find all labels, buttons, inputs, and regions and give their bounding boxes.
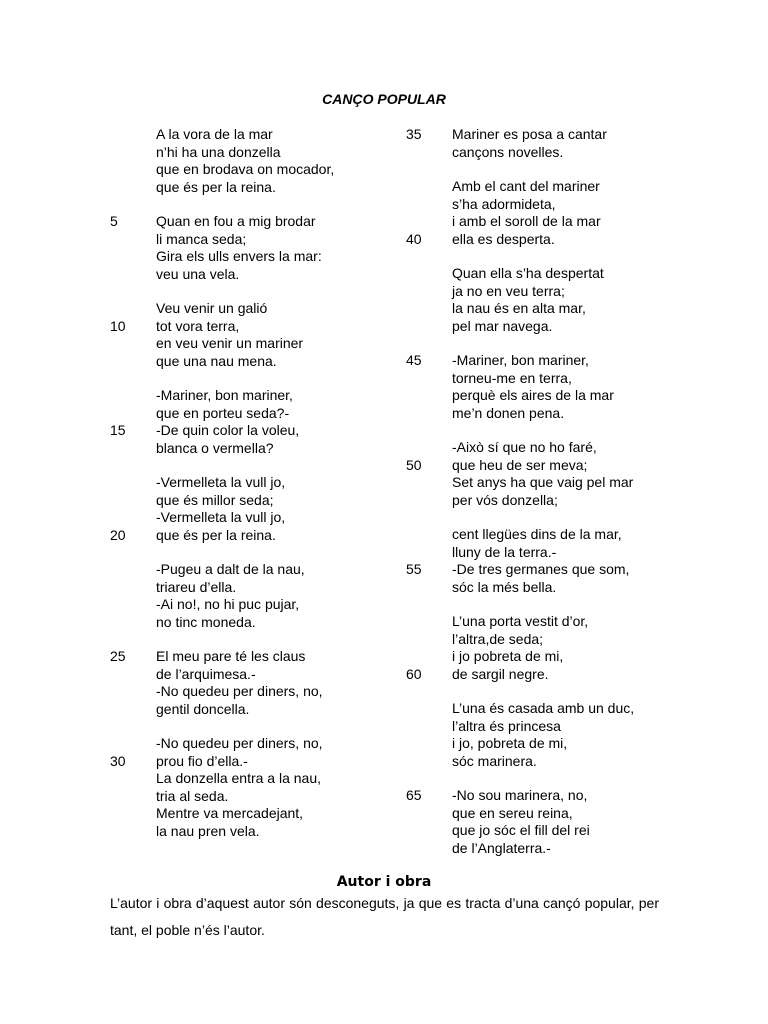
verse-text: que en porteu seda?- xyxy=(156,404,290,421)
stanza xyxy=(406,352,736,422)
verse-line xyxy=(406,405,736,423)
verse-text: Mentre va mercadejant, xyxy=(156,805,304,821)
verse-text: sóc la més bella. xyxy=(452,578,557,595)
stanza xyxy=(110,300,440,370)
verse-line xyxy=(110,300,440,318)
verse-text: l’altra és princesa xyxy=(452,717,561,734)
verse-text: cançons novelles. xyxy=(452,143,564,160)
verse-line xyxy=(110,527,440,545)
verse-text: Veu venir un galió xyxy=(156,300,268,316)
verse-text: La donzella entra a la nau, xyxy=(156,770,322,786)
verse-line xyxy=(406,213,736,231)
verse-line xyxy=(406,666,736,684)
verse-line xyxy=(406,352,736,370)
verse-text: veu una vela. xyxy=(156,265,240,282)
verse-text: L’una porta vestit d’or, xyxy=(452,613,589,629)
verse-line xyxy=(406,805,736,823)
verse-text: -No quedeu per diners, no, xyxy=(156,735,323,751)
verse-line xyxy=(110,666,440,684)
verse-text: i jo, pobreta de mi, xyxy=(452,735,568,751)
verse-line xyxy=(406,370,736,388)
verse-text: que una nau mena. xyxy=(156,352,277,369)
verse-text: -Mariner, bon mariner, xyxy=(452,352,589,368)
stanza xyxy=(406,526,736,596)
verse-text: i amb el soroll de la mar xyxy=(452,213,601,229)
verse-text: El meu pare té les claus xyxy=(156,648,306,664)
verse-line xyxy=(110,805,440,823)
verse-text: Gira els ulls envers la mar: xyxy=(156,248,322,264)
verse-text: A la vora de la mar xyxy=(156,126,273,142)
verse-line xyxy=(110,179,440,197)
verse-text: -No quedeu per diners, no, xyxy=(156,683,323,699)
verse-line xyxy=(406,144,736,162)
verse-text: li manca seda; xyxy=(156,230,247,247)
verse-text: ella es desperta. xyxy=(452,230,555,247)
verse-text: -No sou marinera, no, xyxy=(452,787,588,803)
verse-text: -Això sí que no ho faré, xyxy=(452,439,597,455)
verse-line xyxy=(406,613,736,631)
verse-line xyxy=(406,561,736,579)
line-number: 55 xyxy=(406,561,422,577)
verse-text: L’una és casada amb un duc, xyxy=(452,700,635,716)
stanza xyxy=(406,178,736,248)
verse-text: la nau és en alta mar, xyxy=(452,300,586,316)
verse-line xyxy=(110,648,440,666)
verse-text: Quan ella s’ha despertat xyxy=(452,265,604,281)
verse-line xyxy=(110,788,440,806)
verse-text: prou fio d’ella.- xyxy=(156,752,248,769)
stanza xyxy=(406,439,736,509)
line-number: 25 xyxy=(110,648,126,664)
verse-line xyxy=(110,335,440,353)
verse-line xyxy=(406,700,736,718)
verse-line xyxy=(406,544,736,562)
verse-line xyxy=(110,161,440,179)
line-number: 45 xyxy=(406,352,422,368)
verse-text: que en sereu reina, xyxy=(452,804,573,821)
verse-line xyxy=(110,318,440,336)
verse-line xyxy=(406,492,736,510)
verse-line xyxy=(110,596,440,614)
stanza xyxy=(110,126,440,196)
verse-text: -Vermelleta la vull jo, xyxy=(156,509,286,525)
verse-text: Mariner es posa a cantar xyxy=(452,126,607,142)
verse-text: tot vora terra, xyxy=(156,317,240,334)
verse-text: la nau pren vela. xyxy=(156,822,260,839)
stanza xyxy=(110,561,440,631)
verse-line xyxy=(110,492,440,510)
verse-text: l’altra,de seda; xyxy=(452,630,544,647)
stanza xyxy=(110,735,440,840)
verse-text: de l’Anglaterra.- xyxy=(452,839,551,856)
verse-text: que és per la reina. xyxy=(156,178,276,195)
verse-line xyxy=(110,213,440,231)
verse-text: de sargil negre. xyxy=(452,665,549,682)
verse-text: pel mar navega. xyxy=(452,317,553,334)
line-number: 15 xyxy=(110,422,126,438)
line-number: 35 xyxy=(406,126,422,142)
verse-line xyxy=(406,457,736,475)
line-number: 65 xyxy=(406,787,422,803)
verse-line xyxy=(110,144,440,162)
verse-text: de l’arquimesa.- xyxy=(156,665,256,682)
verse-text: sóc marinera. xyxy=(452,752,537,769)
verse-line xyxy=(110,561,440,579)
verse-line xyxy=(406,387,736,405)
verse-text: -Ai no!, no hi puc pujar, xyxy=(156,596,300,612)
verse-line xyxy=(406,840,736,858)
verse-line xyxy=(406,526,736,544)
verse-text: gentil doncella. xyxy=(156,700,250,717)
verse-text: blanca o vermella? xyxy=(156,439,274,456)
verse-line xyxy=(110,683,440,701)
verse-text: tria al seda. xyxy=(156,787,229,804)
verse-line xyxy=(406,439,736,457)
verse-text: Set anys ha que vaig pel mar xyxy=(452,474,634,490)
verse-text: me’n donen pena. xyxy=(452,404,565,421)
poem-column-right xyxy=(406,126,736,874)
verse-text: no tinc moneda. xyxy=(156,613,256,630)
verse-text: i jo pobreta de mi, xyxy=(452,648,564,664)
verse-line xyxy=(406,283,736,301)
verse-text: per vós donzella; xyxy=(452,491,558,508)
verse-line xyxy=(110,770,440,788)
verse-line xyxy=(110,422,440,440)
author-paragraph: L’autor i obra d’aquest autor són desconeguts, ja que es tracta d’una cançó popular, per tant, el poble n’és l’autor. xyxy=(110,895,659,938)
verse-line xyxy=(406,631,736,649)
verse-line xyxy=(406,126,736,144)
verse-line xyxy=(406,787,736,805)
verse-line xyxy=(110,248,440,266)
verse-line xyxy=(110,231,440,249)
verse-text: que jo sóc el fill del rei xyxy=(452,822,590,838)
section-heading: Autor i obra xyxy=(336,874,432,890)
verse-line xyxy=(406,735,736,753)
verse-text: torneu-me en terra, xyxy=(452,369,572,386)
verse-line xyxy=(406,753,736,771)
verse-line xyxy=(110,614,440,632)
verse-text: -Mariner, bon mariner, xyxy=(156,387,293,403)
verse-line xyxy=(110,509,440,527)
verse-line xyxy=(110,753,440,771)
verse-text: en veu venir un mariner xyxy=(156,335,304,351)
verse-text: lluny de la terra.- xyxy=(452,543,557,560)
verse-text: -Vermelleta la vull jo, xyxy=(156,474,286,490)
stanza xyxy=(406,126,736,161)
verse-line xyxy=(110,405,440,423)
verse-line xyxy=(110,266,440,284)
stanza xyxy=(110,213,440,283)
verse-line xyxy=(406,196,736,214)
verse-line xyxy=(110,474,440,492)
verse-line xyxy=(406,231,736,249)
verse-line xyxy=(110,735,440,753)
line-number: 5 xyxy=(110,213,118,229)
verse-text: cent llegües dins de la mar, xyxy=(452,526,622,542)
verse-text: Quan en fou a mig brodar xyxy=(156,213,316,229)
stanza xyxy=(110,387,440,457)
line-number: 20 xyxy=(110,526,126,543)
verse-text: que és per la reina. xyxy=(156,526,276,543)
verse-text: -Pugeu a dalt de la nau, xyxy=(156,561,305,577)
stanza xyxy=(406,265,736,335)
verse-line xyxy=(406,718,736,736)
verse-line xyxy=(110,440,440,458)
verse-text: perquè els aires de la mar xyxy=(452,387,614,403)
verse-text: que és millor seda; xyxy=(156,491,274,508)
stanza xyxy=(110,648,440,718)
verse-text: que heu de ser meva; xyxy=(452,456,588,473)
verse-line xyxy=(110,387,440,405)
line-number: 10 xyxy=(110,317,126,334)
verse-text: n’hi ha una donzella xyxy=(156,143,281,160)
poem-title: CANÇO POPULAR xyxy=(322,91,446,107)
verse-line xyxy=(406,265,736,283)
verse-line xyxy=(406,474,736,492)
poem-column-left xyxy=(110,126,440,857)
verse-text: ja no en veu terra; xyxy=(452,282,565,299)
verse-line xyxy=(406,648,736,666)
verse-line xyxy=(110,353,440,371)
verse-line xyxy=(110,579,440,597)
verse-line xyxy=(110,823,440,841)
stanza xyxy=(406,613,736,683)
stanza xyxy=(110,474,440,544)
verse-line xyxy=(406,178,736,196)
verse-line xyxy=(406,300,736,318)
stanza xyxy=(406,787,736,857)
verse-line xyxy=(406,318,736,336)
verse-text: que en brodava on mocador, xyxy=(156,161,335,177)
verse-line xyxy=(110,126,440,144)
stanza xyxy=(406,700,736,770)
verse-text: -De quin color la voleu, xyxy=(156,422,300,438)
line-number: 40 xyxy=(406,230,422,247)
verse-line xyxy=(406,822,736,840)
line-number: 30 xyxy=(110,752,126,769)
verse-text: Amb el cant del mariner xyxy=(452,178,600,194)
verse-text: s’ha adormideta, xyxy=(452,195,556,212)
verse-line xyxy=(110,701,440,719)
verse-line xyxy=(406,579,736,597)
line-number: 50 xyxy=(406,456,422,473)
verse-text: triareu d’ella. xyxy=(156,578,237,595)
line-number: 60 xyxy=(406,665,422,682)
verse-text: -De tres germanes que som, xyxy=(452,561,630,577)
